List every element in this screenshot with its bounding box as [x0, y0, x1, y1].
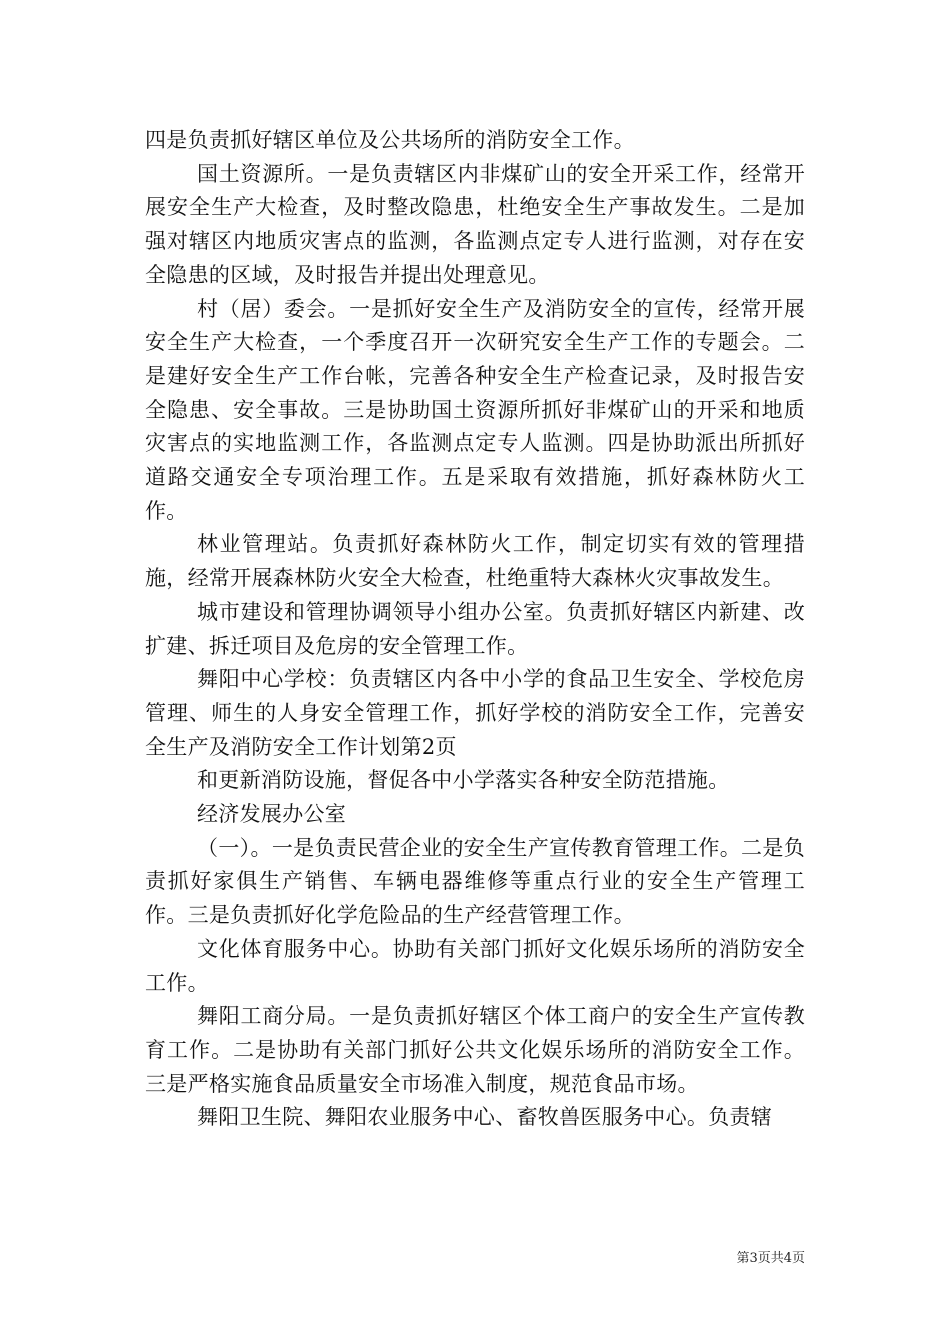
page-number-footer: 第3页共4页 — [736, 1251, 805, 1266]
paragraph-6: 舞阳中心学校：负责辖区内各中小学的食品卫生安全、学校危房管理、师生的人身安全管理工作，抓好学校的消防安全工作，完善安全生产及消防安全工作计划第2页 — [145, 667, 805, 759]
document-body — [145, 124, 805, 1135]
paragraph-12: 舞阳卫生院、舞阳农业服务中心、畜牧兽医服务中心。负责辖 — [197, 1105, 773, 1130]
paragraph-4: 林业管理站。负责抓好森林防火工作，制定切实有效的管理措施，经常开展森林防火安全大检查，杜绝重特大森林火灾事故发生。 — [145, 532, 805, 591]
paragraph-8: 经济发展办公室 — [197, 802, 347, 827]
paragraph-2: 国土资源所。一是负责辖区内非煤矿山的安全开采工作，经常开展安全生产大检查，及时整改隐患，杜绝安全生产事故发生。二是加强对辖区内地质灾害点的监测，各监测点定专人进行监测，对存在安全隐患的区域，及时报告并提出处理意见。 — [145, 161, 805, 287]
paragraph-11: 舞阳工商分局。一是负责抓好辖区个体工商户的安全生产宣传教育工作。二是协助有关部门抓好公共文化娱乐场所的消防安全工作。三是严格实施食品质量安全市场准入制度，规范食品市场。 — [145, 1004, 805, 1096]
paragraph-10: 文化体育服务中心。协助有关部门抓好文化娱乐场所的消防安全工作。 — [145, 936, 805, 995]
paragraph-1: 四是负责抓好辖区单位及公共场所的消防安全工作。 — [145, 128, 635, 152]
paragraph-7: 和更新消防设施，督促各中小学落实各种安全防范措施。 — [197, 768, 730, 793]
paragraph-5: 城市建设和管理协调领导小组办公室。负责抓好辖区内新建、改扩建、拆迁项目及危房的安全管理工作。 — [145, 599, 805, 658]
paragraph-9: （一）。一是负责民营企业的安全生产宣传教育管理工作。二是负责抓好家俱生产销售、车辆电器维修等重点行业的安全生产管理工作。三是负责抓好化学危险品的生产经营管理工作。 — [145, 835, 805, 928]
paragraph-3: 村（居）委会。一是抓好安全生产及消防安全的宣传，经常开展安全生产大检查，一个季度召开一次研究安全生产工作的专题会。二是建好安全生产工作台帐，完善各种安全生产检查记录，及时报告安全隐患、安全事故。三是协助国土资源所抓好非煤矿山的开采和地质灾害点的实地监测工作，各监测点定专人监测。四是协助派出所抓好道路交通安全专项治理工作。五是采取有效措施，抓好森林防火工作。 — [145, 296, 805, 523]
